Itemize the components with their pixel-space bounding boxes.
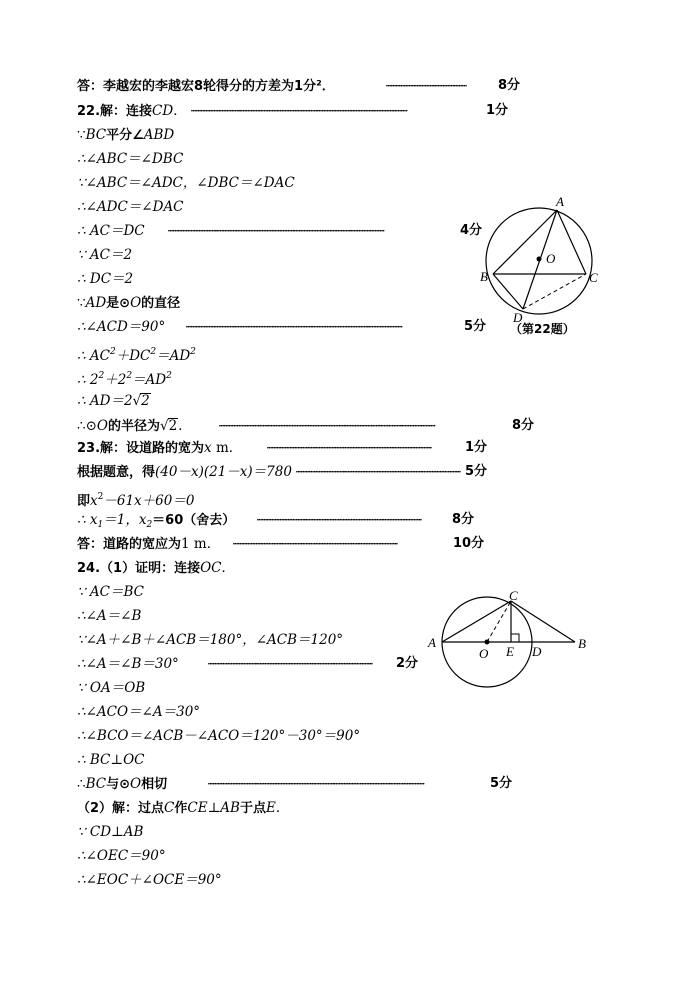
score-leader-dots: ······································································································ — [266, 441, 431, 455]
proof-line: ∴ $AC^2+DC^2=AD^2$ — [77, 347, 196, 364]
segment-dc — [523, 274, 586, 309]
figure-24 — [425, 590, 595, 690]
score-mark: 10分 — [453, 536, 485, 551]
figure-22 — [470, 190, 610, 340]
proof-line: ∵ OA＝OB — [77, 680, 146, 696]
proof-line: ∴∠ADC＝∠DAC — [77, 199, 184, 215]
score-mark: 5分 — [490, 776, 513, 791]
score-leader-dots: ······································································································································ — [218, 419, 435, 433]
center-point — [537, 257, 542, 262]
segment-ac — [442, 601, 511, 642]
score-leader-dots: ······································································································································ — [190, 104, 407, 118]
score-mark: 4分 — [460, 223, 483, 238]
proof-line: ∴ AD＝2√2 — [77, 393, 150, 409]
proof-line: ∵∠A＋∠B＋∠ACB＝180°，∠ACB＝120° — [77, 632, 344, 648]
label-a: A — [428, 635, 436, 650]
proof-line: ∵AD是⊙O的直径 — [77, 295, 181, 311]
segment-cb — [511, 601, 575, 642]
score-mark: 1分 — [486, 103, 509, 118]
segment-oc — [487, 601, 511, 642]
score-leader-dots: ······································································································································ — [207, 777, 424, 791]
label-b: B — [480, 269, 488, 284]
center-point — [485, 640, 490, 645]
proof-line: ∴BC与⊙O相切 — [77, 776, 168, 792]
label-o: O — [546, 251, 556, 266]
proof-line: ∴∠ACO＝∠A＝30° — [77, 704, 201, 720]
score-leader-dots: ······································································································ — [207, 657, 372, 671]
q22-header: 22.解：连接CD． — [77, 103, 187, 119]
proof-line: ∴∠A＝∠B＝30° — [77, 656, 179, 672]
proof-line: 答：道路的宽应为1 m． — [77, 536, 221, 552]
score-leader-dots: ······································································································ — [232, 537, 397, 551]
proof-line: ∴ AC＝DC — [77, 223, 145, 239]
figure-caption: （第22题） — [510, 322, 575, 336]
proof-line: ∵BC平分∠ABD — [77, 127, 175, 143]
score-mark: 8分 — [512, 418, 535, 433]
score-mark: 1分 — [465, 440, 488, 455]
proof-line: （2）解：过点C作CE⊥AB于点E． — [77, 800, 290, 816]
proof-line: ∵ AC＝BC — [77, 584, 144, 600]
label-a: A — [556, 194, 564, 209]
proof-line: ∴⊙O的半径为√2． — [77, 418, 192, 434]
proof-line: ∴∠A＝∠B — [77, 608, 142, 624]
score-mark: 2分 — [396, 656, 419, 671]
proof-line: ∵ CD⊥AB — [77, 824, 144, 840]
score-mark: 5分 — [464, 319, 487, 334]
proof-line: 即$x^2-61x+60=0$ — [77, 492, 195, 509]
proof-line: ∴ $x_1=1$，$x_2=60$（舍去） — [77, 512, 236, 530]
q24-header: 24.（1）证明：连接OC． — [77, 560, 235, 576]
proof-line: ∴∠OEC＝90° — [77, 848, 166, 864]
proof-line: ∴∠ABC＝∠DBC — [77, 151, 184, 167]
label-d: D — [513, 310, 523, 325]
answer-21-line: 答：李越宏的李越宏8轮得分的方差为1分²． — [77, 79, 335, 94]
label-e: E — [506, 644, 514, 659]
label-d: D — [532, 644, 542, 659]
score-mark: 5分 — [465, 464, 488, 479]
proof-line: ∴ $2^2+2^2=AD^2$ — [77, 371, 172, 388]
label-c: C — [589, 270, 598, 285]
right-angle-mark — [511, 634, 519, 642]
proof-line: ∴∠EOC＋∠OCE＝90° — [77, 872, 222, 888]
label-o: O — [479, 646, 489, 661]
proof-line: ∴∠ACD＝90° — [77, 319, 166, 335]
q23-header: 23.解：设道路的宽为x m． — [77, 440, 243, 456]
proof-line: ∴ DC＝2 — [77, 271, 134, 287]
score-leader-dots: ······································································································································ — [185, 320, 402, 334]
proof-line: ∵∠ABC＝∠ADC，∠DBC＝∠DAC — [77, 175, 295, 191]
score-leader-dots: ·················································· — [385, 79, 466, 93]
score-leader-dots: ······································································································ — [295, 465, 460, 479]
label-b: B — [578, 636, 586, 651]
label-c: C — [509, 590, 518, 603]
score-mark: 8分 — [498, 78, 521, 93]
score-leader-dots: ······································································································ — [256, 513, 421, 527]
score-mark: 8分 — [452, 512, 475, 527]
proof-line: ∵ AC＝2 — [77, 247, 133, 263]
proof-line: 根据题意，得(40－x)(21－x)＝780 — [77, 464, 292, 480]
proof-line: ∴∠BCO＝∠ACB－∠ACO＝120°－30°＝90° — [77, 728, 361, 744]
score-leader-dots: ······································································································································ — [167, 224, 384, 238]
proof-line: ∴ BC⊥OC — [77, 752, 145, 768]
